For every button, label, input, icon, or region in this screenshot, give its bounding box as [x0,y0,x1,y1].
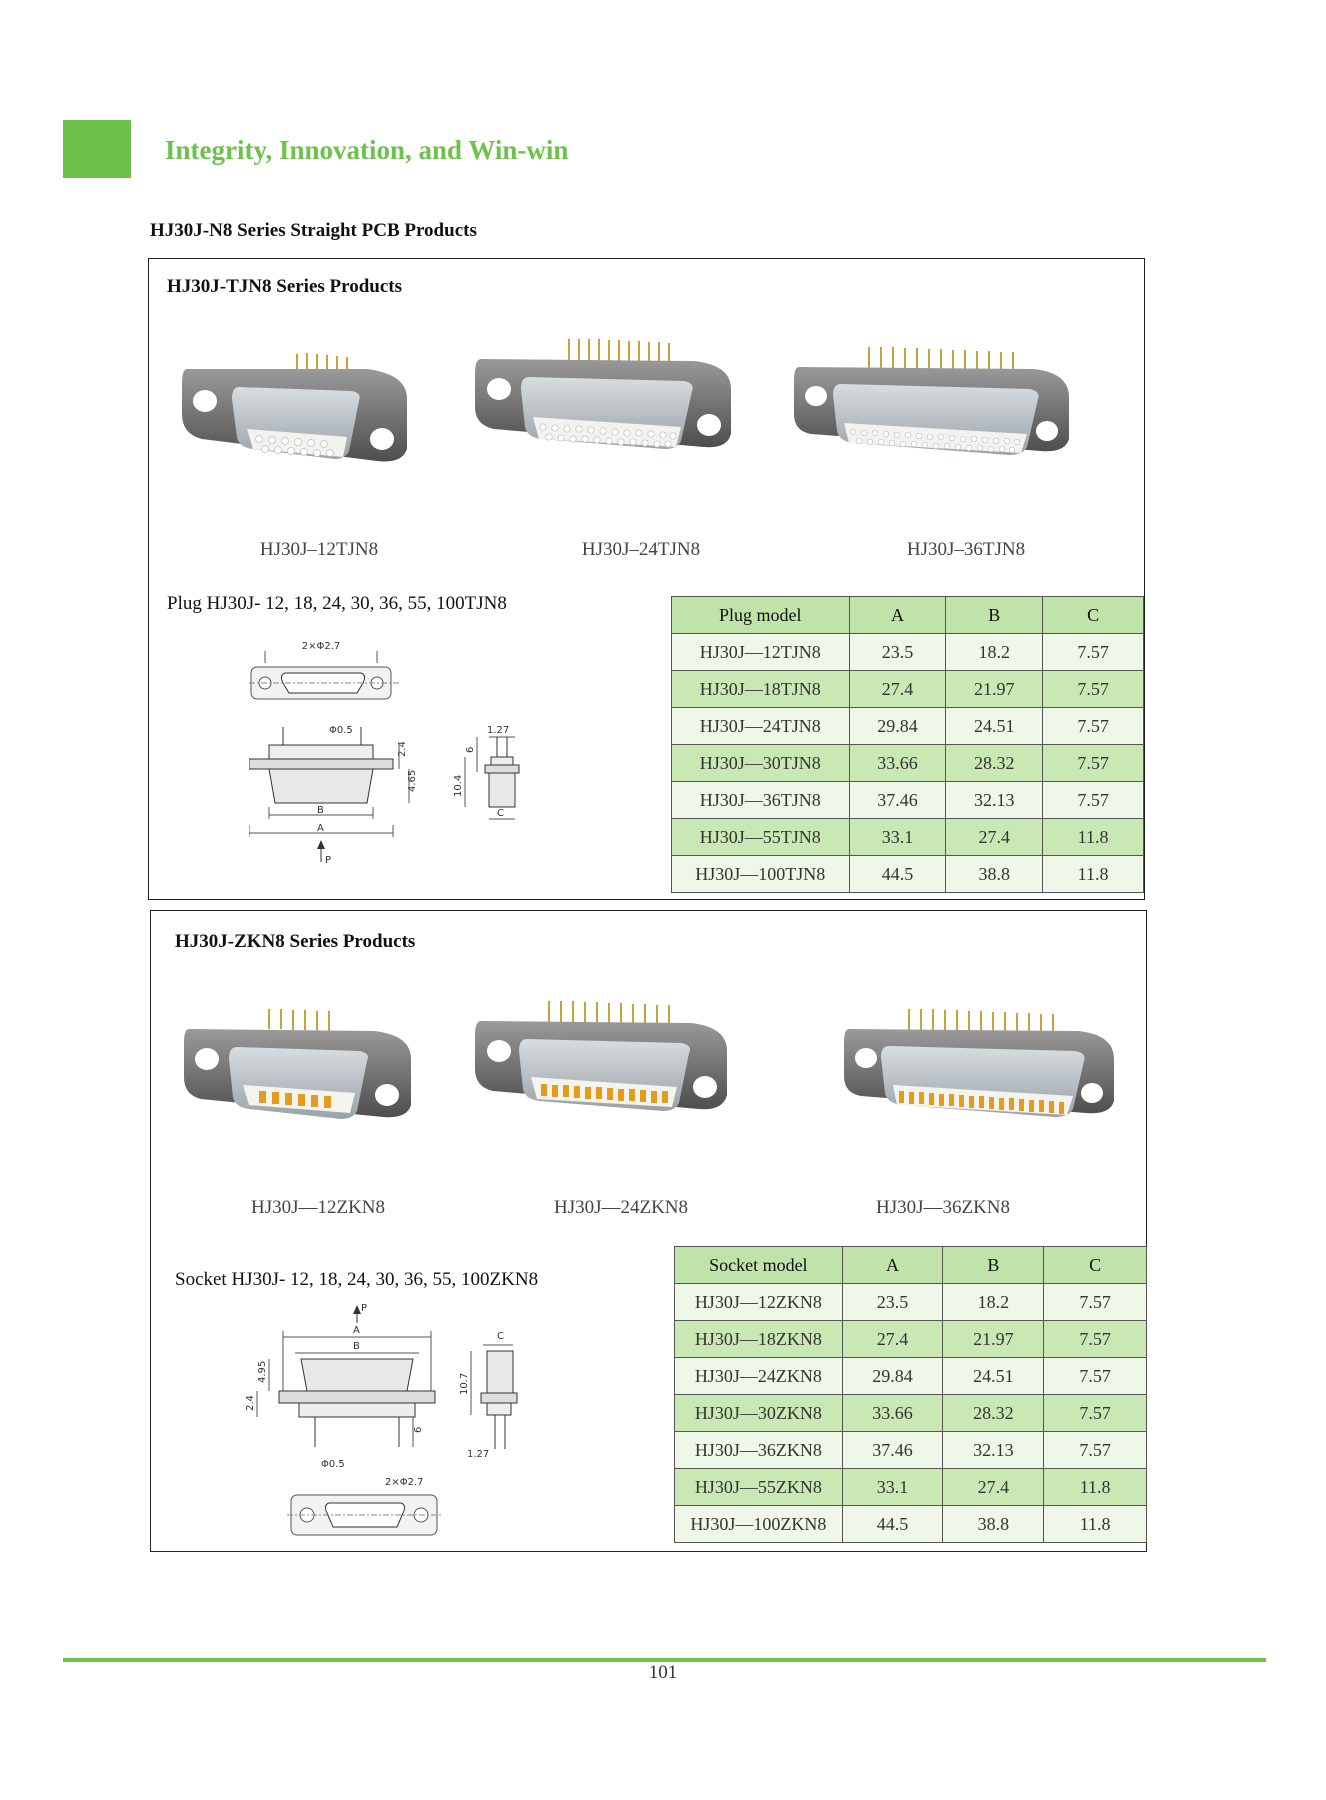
dim-A-label: A [353,1325,360,1336]
dim-C-label: C [497,808,504,819]
front-view [245,1303,435,1488]
table-cell: 44.5 [849,856,946,893]
dim-label: 6 [413,1426,424,1433]
side-view [459,1331,517,1460]
table-cell: 7.57 [1044,1432,1147,1469]
table-header-row [672,597,1144,634]
table-cell: 23.5 [849,634,946,671]
socket-technical-drawing [235,1299,535,1549]
table-row [672,671,1144,708]
table-row [675,1506,1147,1543]
table-cell: HJ30J—18ZKN8 [675,1321,843,1358]
column-header: Socket model [675,1247,843,1284]
column-header: A [849,597,946,634]
table-cell: 33.66 [842,1395,943,1432]
table-cell: 7.57 [1044,1358,1147,1395]
dim-pin-label: Φ0.5 [321,1459,345,1470]
table-cell: HJ30J—12TJN8 [672,634,850,671]
table-row [672,708,1144,745]
plug-12-product-image [177,339,417,479]
dim-label: 10.7 [459,1372,470,1395]
product-caption: HJ30J—12ZKN8 [250,1197,386,1218]
dim-pin-label: Φ0.5 [329,725,353,736]
table-cell: 27.4 [849,671,946,708]
table-cell: 11.8 [1043,819,1144,856]
table-cell: 29.84 [842,1358,943,1395]
table-header-row [675,1247,1147,1284]
table-cell: 33.1 [849,819,946,856]
table-cell: HJ30J—30ZKN8 [675,1395,843,1432]
drawing-title: Socket HJ30J- 12, 18, 24, 30, 36, 55, 100ZKN8 [175,1269,539,1290]
plug-36-product-image [789,339,1074,469]
dim-label: 10.4 [453,774,464,797]
dim-label: 6 [465,746,476,753]
socket-series-panel [150,910,1147,1552]
socket-12-product-image [179,1001,419,1131]
dim-B-label: B [317,805,324,816]
table-row [672,634,1144,671]
dim-P-label: P [361,1303,368,1314]
product-caption: HJ30J–24TJN8 [581,539,701,560]
table-cell: HJ30J—36ZKN8 [675,1432,843,1469]
table-cell: 44.5 [842,1506,943,1543]
table-cell: 11.8 [1044,1469,1147,1506]
table-cell: 37.46 [842,1432,943,1469]
brand-color-block [63,120,131,178]
table-cell: 7.57 [1044,1321,1147,1358]
table-cell: 7.57 [1043,671,1144,708]
top-view [249,641,399,699]
table-cell: 24.51 [946,708,1043,745]
panel-title: HJ30J-TJN8 Series Products [167,276,403,297]
table-cell: HJ30J—55TJN8 [672,819,850,856]
table-cell: 7.57 [1043,708,1144,745]
table-cell: 21.97 [946,671,1043,708]
table-cell: 27.4 [842,1321,943,1358]
plug-24-product-image [469,329,739,469]
product-caption: HJ30J–12TJN8 [259,539,379,560]
dim-pitch-label: 1.27 [467,1449,490,1460]
table-row [672,819,1144,856]
side-view [453,725,519,819]
table-cell: 27.4 [943,1469,1044,1506]
table-row [675,1469,1147,1506]
table-cell: 24.51 [943,1358,1044,1395]
table-cell: 11.8 [1044,1506,1147,1543]
table-row [675,1284,1147,1321]
dim-label: 4.65 [407,769,418,792]
column-header: Plug model [672,597,850,634]
table-row [675,1358,1147,1395]
table-cell: 7.57 [1044,1395,1147,1432]
table-row [672,856,1144,893]
table-cell: HJ30J—100ZKN8 [675,1506,843,1543]
table-cell: HJ30J—24ZKN8 [675,1358,843,1395]
table-row [675,1432,1147,1469]
dim-label: 2.4 [397,741,408,757]
table-cell: 33.66 [849,745,946,782]
drawing-title: Plug HJ30J- 12, 18, 24, 30, 36, 55, 100TJN8 [167,593,507,614]
table-cell: 7.57 [1044,1284,1147,1321]
column-header: C [1044,1247,1147,1284]
dim-holes-label: 2×Φ2.7 [385,1477,424,1488]
table-row [672,782,1144,819]
table-cell: 33.1 [842,1469,943,1506]
table-cell: HJ30J—55ZKN8 [675,1469,843,1506]
dim-holes-label: 2×Φ2.7 [301,641,341,652]
socket-24-product-image [469,991,734,1131]
table-cell: HJ30J—18TJN8 [672,671,850,708]
table-row [675,1321,1147,1358]
plug-spec-table [671,596,1144,893]
column-header: B [943,1247,1044,1284]
column-header: C [1043,597,1144,634]
dim-pitch-label: 1.27 [487,725,510,736]
product-caption: HJ30J—36ZKN8 [875,1197,1011,1218]
table-cell: HJ30J—12ZKN8 [675,1284,843,1321]
table-cell: 21.97 [943,1321,1044,1358]
dim-B-label: B [353,1341,360,1352]
column-header: A [842,1247,943,1284]
table-cell: HJ30J—100TJN8 [672,856,850,893]
table-cell: HJ30J—36TJN8 [672,782,850,819]
table-cell: 32.13 [946,782,1043,819]
product-caption: HJ30J–36TJN8 [906,539,1026,560]
panel-title: HJ30J-ZKN8 Series Products [175,931,416,952]
dim-label: 4.95 [257,1360,268,1383]
page-number: 101 [648,1662,678,1683]
bottom-view [287,1495,441,1535]
table-cell: 37.46 [849,782,946,819]
section-title: HJ30J-N8 Series Straight PCB Products [150,220,477,241]
table-cell: 38.8 [946,856,1043,893]
table-cell: 28.32 [946,745,1043,782]
product-caption: HJ30J—24ZKN8 [553,1197,689,1218]
table-cell: 32.13 [943,1432,1044,1469]
table-cell: HJ30J—24TJN8 [672,708,850,745]
table-cell: 29.84 [849,708,946,745]
dim-C-label: C [497,1331,504,1342]
table-cell: 18.2 [943,1284,1044,1321]
plug-technical-drawing [249,637,549,887]
column-header: B [946,597,1043,634]
socket-36-product-image [839,1001,1119,1131]
page-motto: Integrity, Innovation, and Win-win [165,135,569,165]
table-row [672,745,1144,782]
table-cell: 18.2 [946,634,1043,671]
plug-series-panel [148,258,1145,900]
dim-P-label: P [325,855,332,866]
dim-A-label: A [317,823,324,834]
table-row [675,1395,1147,1432]
table-cell: 28.32 [943,1395,1044,1432]
socket-spec-table [674,1246,1147,1543]
table-cell: HJ30J—30TJN8 [672,745,850,782]
table-cell: 7.57 [1043,745,1144,782]
table-cell: 7.57 [1043,782,1144,819]
table-cell: 27.4 [946,819,1043,856]
dim-label: 2.4 [245,1395,256,1411]
table-cell: 7.57 [1043,634,1144,671]
table-cell: 38.8 [943,1506,1044,1543]
table-cell: 23.5 [842,1284,943,1321]
table-cell: 11.8 [1043,856,1144,893]
front-view [249,725,418,866]
